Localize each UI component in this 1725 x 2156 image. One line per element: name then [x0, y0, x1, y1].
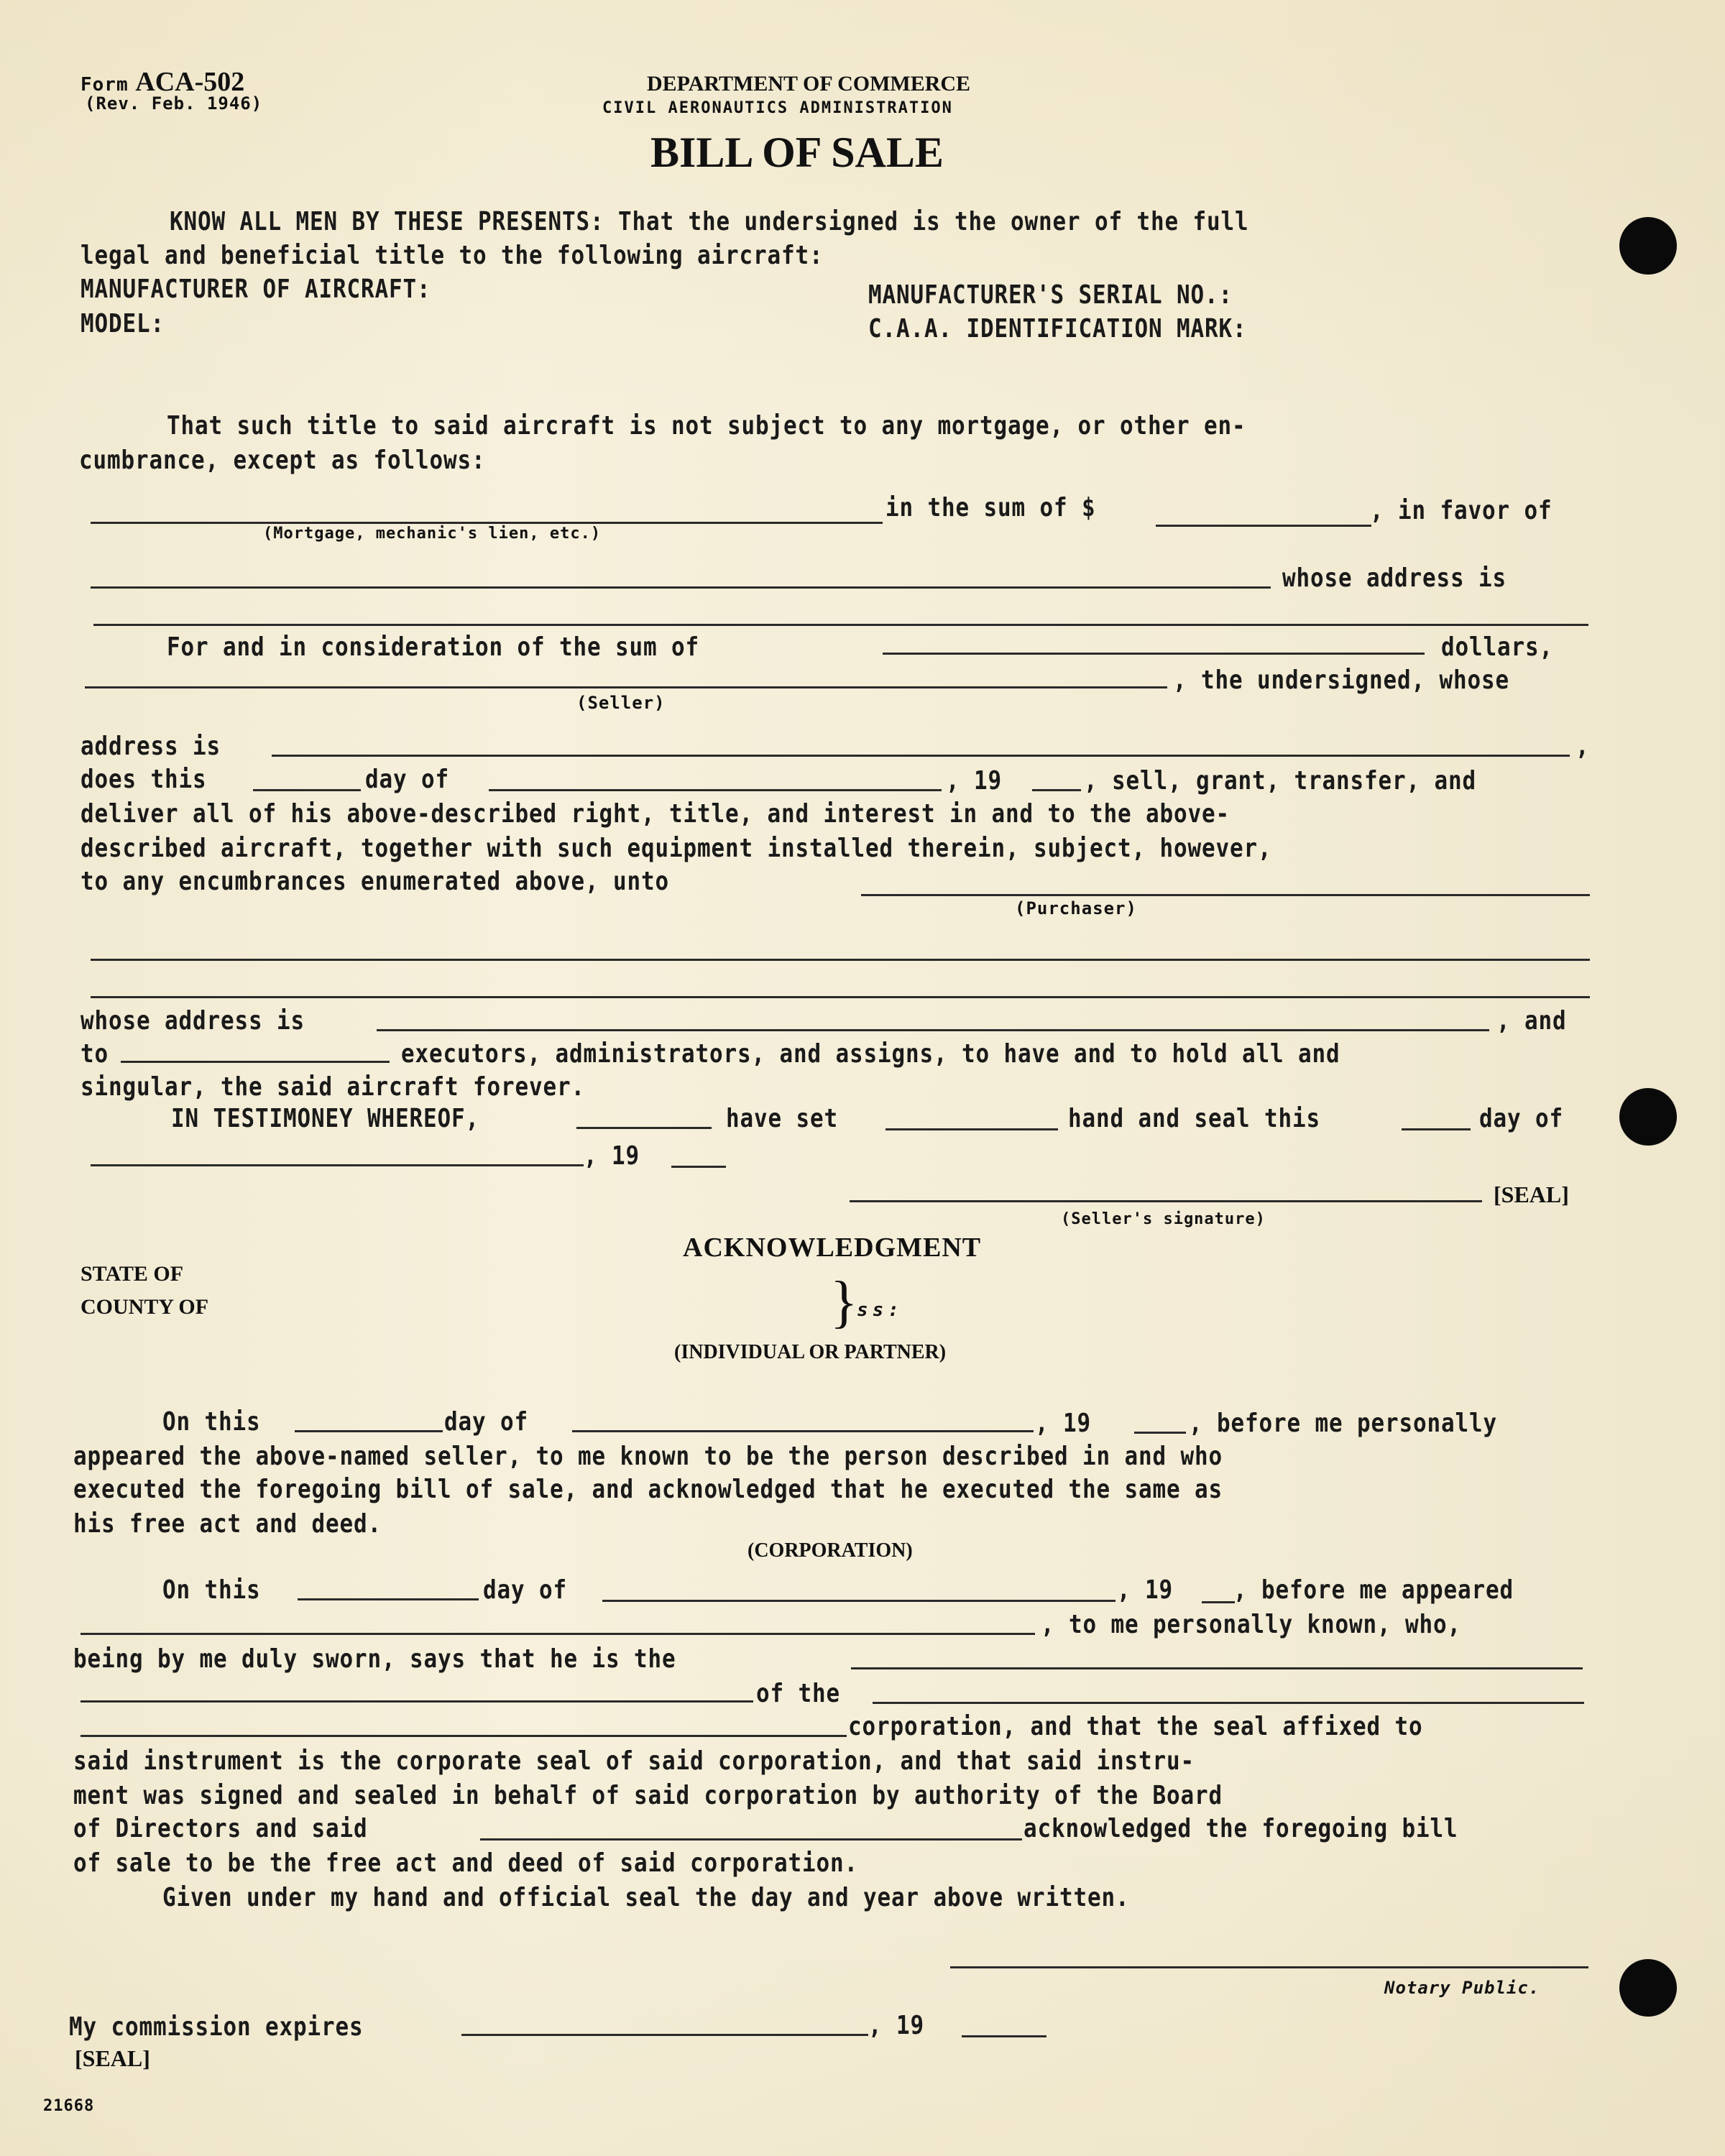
ind-on-this-label: On this — [162, 1407, 261, 1437]
to-label: to — [80, 1039, 109, 1069]
ind-line-2: appeared the above-named seller, to me known to be the person described in and who — [73, 1442, 1223, 1471]
notary-public-caption: Notary Public. — [1384, 1978, 1540, 1998]
ind-year-field[interactable] — [1134, 1432, 1186, 1434]
corp-19-label: , 19 — [1117, 1575, 1174, 1605]
purchaser-heirs-field[interactable] — [121, 1061, 390, 1063]
executors-line: executors, administrators, and assigns, to have and to hold all and — [401, 1039, 1340, 1069]
page-title: BILL OF SALE — [650, 129, 944, 176]
lienholder-address-field[interactable] — [93, 624, 1588, 626]
corp-sworn-label: being by me duly sworn, says that he is the — [73, 1644, 676, 1674]
acknowledgment-title: ACKNOWLEDGMENT — [683, 1233, 982, 1263]
ind-before-label: , before me personally — [1189, 1409, 1497, 1438]
purchaser-address-field[interactable] — [377, 1029, 1489, 1031]
intro-line-2: legal and beneficial title to the following aircraft: — [80, 241, 824, 270]
form-number: ACA-502 — [135, 67, 245, 97]
corp-day-field[interactable] — [298, 1598, 479, 1600]
sale-day-field[interactable] — [253, 789, 361, 791]
corp-line-sale: of sale to be the free act and deed of said corporation. — [73, 1848, 858, 1878]
sale-month-field[interactable] — [489, 789, 942, 791]
described-line: described aircraft, together with such equipment installed therein, subject, however, — [80, 834, 1272, 863]
encumbrance-line-2: cumbrance, except as follows: — [79, 446, 486, 475]
lienholder-field[interactable] — [91, 586, 1271, 589]
corp-name-field-2[interactable] — [80, 1735, 847, 1737]
commission-expires-label: My commission expires — [69, 2012, 364, 2042]
department-name: DEPARTMENT OF COMMERCE — [647, 72, 971, 96]
punch-hole-top — [1619, 217, 1677, 275]
punch-hole-bottom — [1619, 1959, 1677, 2017]
corp-corporation-label: corporation, and that the seal affixed to — [848, 1712, 1423, 1741]
and-label: , and — [1496, 1006, 1567, 1036]
testimony-pronoun-field[interactable] — [886, 1128, 1058, 1130]
sale-year-field[interactable] — [1032, 789, 1081, 791]
corp-on-this-label: On this — [162, 1575, 261, 1605]
consideration-amount-field[interactable] — [883, 653, 1425, 655]
ind-line-4: his free act and deed. — [73, 1509, 382, 1539]
address-is-label: address is — [80, 732, 221, 761]
have-set-label: have set — [726, 1104, 838, 1133]
given-line: Given under my hand and official seal the day and year above written. — [162, 1883, 1130, 1912]
deliver-line: deliver all of his above-described right, title, and interest in and to the above- — [80, 799, 1230, 829]
state-of-label: STATE OF — [80, 1262, 184, 1286]
ind-day-field[interactable] — [295, 1430, 443, 1432]
testimony-label: IN TESTIMONEY WHEREOF, — [171, 1104, 479, 1133]
testimony-year-field[interactable] — [671, 1166, 726, 1168]
does-this-label: does this — [80, 765, 207, 794]
encumbrance-sum-field[interactable] — [1156, 525, 1371, 527]
punch-hole-middle — [1619, 1088, 1677, 1146]
encumbrance-line-1: That such title to said aircraft is not subject to any mortgage, or other en- — [167, 411, 1246, 441]
encumbrance-type-field[interactable] — [91, 522, 883, 524]
sale-day-of-label: day of — [365, 765, 450, 794]
form-revision: (Rev. Feb. 1946) — [85, 93, 263, 114]
corp-acknowledging-officer-field[interactable] — [480, 1838, 1022, 1841]
seller-caption: (Seller) — [576, 693, 666, 713]
purchaser-name-field[interactable] — [861, 894, 1590, 896]
seller-signature-field[interactable] — [850, 1200, 1482, 1202]
sale-19-label: , 19 — [946, 766, 1003, 796]
testimony-month-field[interactable] — [91, 1164, 584, 1166]
corp-line-ment: ment was signed and sealed in behalf of said corporation by authority of the Board — [73, 1781, 1223, 1810]
testimony-day-of-label: day of — [1479, 1104, 1564, 1133]
corp-year-field[interactable] — [1202, 1601, 1235, 1603]
agency-name: CIVIL AERONAUTICS ADMINISTRATION — [602, 99, 953, 117]
corp-month-field[interactable] — [602, 1600, 1116, 1602]
corp-directors-label: of Directors and said — [73, 1814, 368, 1843]
consideration-label: For and in consideration of the sum of — [167, 632, 699, 662]
ind-19-label: , 19 — [1035, 1409, 1092, 1438]
corp-line-said: said instrument is the corporate seal of said corporation, and that said instru- — [73, 1746, 1195, 1776]
corp-day-of-label: day of — [483, 1575, 568, 1605]
corp-of-the-label: of the — [756, 1679, 841, 1708]
commission-date-field[interactable] — [461, 2034, 868, 2036]
notary-signature-field[interactable] — [950, 1966, 1588, 1968]
corp-name-field[interactable] — [873, 1702, 1584, 1704]
corp-officer-title-field-2[interactable] — [80, 1700, 753, 1703]
ind-month-field[interactable] — [572, 1430, 1034, 1432]
corporation-caption: (CORPORATION) — [748, 1539, 913, 1562]
purchaser-name-field-2[interactable] — [91, 959, 1590, 961]
serial-number-label: MANUFACTURER'S SERIAL NO.: — [868, 280, 1233, 310]
ind-day-of-label: day of — [444, 1407, 529, 1437]
purchaser-caption: (Purchaser) — [1015, 898, 1137, 918]
address-comma: , — [1576, 732, 1590, 761]
notary-seal-label: [SEAL] — [75, 2045, 150, 2071]
manufacturer-label: MANUFACTURER OF AIRCRAFT: — [80, 275, 431, 304]
dollars-label: dollars, — [1441, 632, 1553, 662]
seller-name-field[interactable] — [85, 686, 1167, 688]
corp-officer-title-field[interactable] — [851, 1667, 1583, 1669]
hand-seal-label: hand and seal this — [1068, 1104, 1321, 1133]
unto-line: to any encumbrances enumerated above, unto — [80, 867, 669, 896]
undersigned-label: , the undersigned, whose — [1173, 665, 1509, 695]
ss-label: ss: — [857, 1299, 903, 1321]
testimony-day-field[interactable] — [1402, 1128, 1471, 1130]
seller-signature-caption: (Seller's signature) — [1061, 1210, 1266, 1228]
sell-grant-label: , sell, grant, transfer, and — [1084, 766, 1476, 796]
intro-line-1: KNOW ALL MEN BY THESE PRESENTS: That the undersigned is the owner of the full — [170, 207, 1249, 236]
sum-label: in the sum of $ — [886, 493, 1096, 522]
testimony-19-label: , 19 — [584, 1141, 640, 1171]
seller-address-field[interactable] — [272, 755, 1570, 757]
caa-mark-label: C.A.A. IDENTIFICATION MARK: — [868, 314, 1247, 344]
county-of-label: COUNTY OF — [80, 1295, 209, 1319]
model-label: MODEL: — [80, 309, 165, 338]
purchaser-name-field-3[interactable] — [91, 996, 1590, 998]
ind-line-3: executed the foregoing bill of sale, and acknowledged that he executed the same as — [73, 1475, 1223, 1504]
commission-19-label: , 19 — [868, 2011, 925, 2040]
seller-seal-label: [SEAL] — [1494, 1181, 1569, 1207]
testimony-party-field[interactable] — [576, 1127, 712, 1129]
print-code: 21668 — [43, 2097, 95, 2115]
individual-caption: (INDIVIDUAL OR PARTNER) — [674, 1341, 947, 1363]
corp-known-label: , to me personally known, who, — [1041, 1610, 1461, 1639]
in-favor-label: , in favor of — [1370, 496, 1552, 525]
commission-year-field[interactable] — [962, 2035, 1046, 2037]
purchaser-address-label: whose address is — [80, 1006, 305, 1036]
form-label: Form — [80, 74, 129, 96]
corp-before-label: , before me appeared — [1233, 1575, 1514, 1605]
whose-address-label: whose address is — [1282, 563, 1506, 593]
corp-officer-name-field[interactable] — [80, 1633, 1035, 1635]
brace-icon: } — [830, 1271, 858, 1334]
corp-acknowledged-label: acknowledged the foregoing bill — [1024, 1814, 1458, 1843]
mortgage-caption: (Mortgage, mechanic's lien, etc.) — [263, 525, 602, 543]
singular-line: singular, the said aircraft forever. — [80, 1072, 585, 1102]
